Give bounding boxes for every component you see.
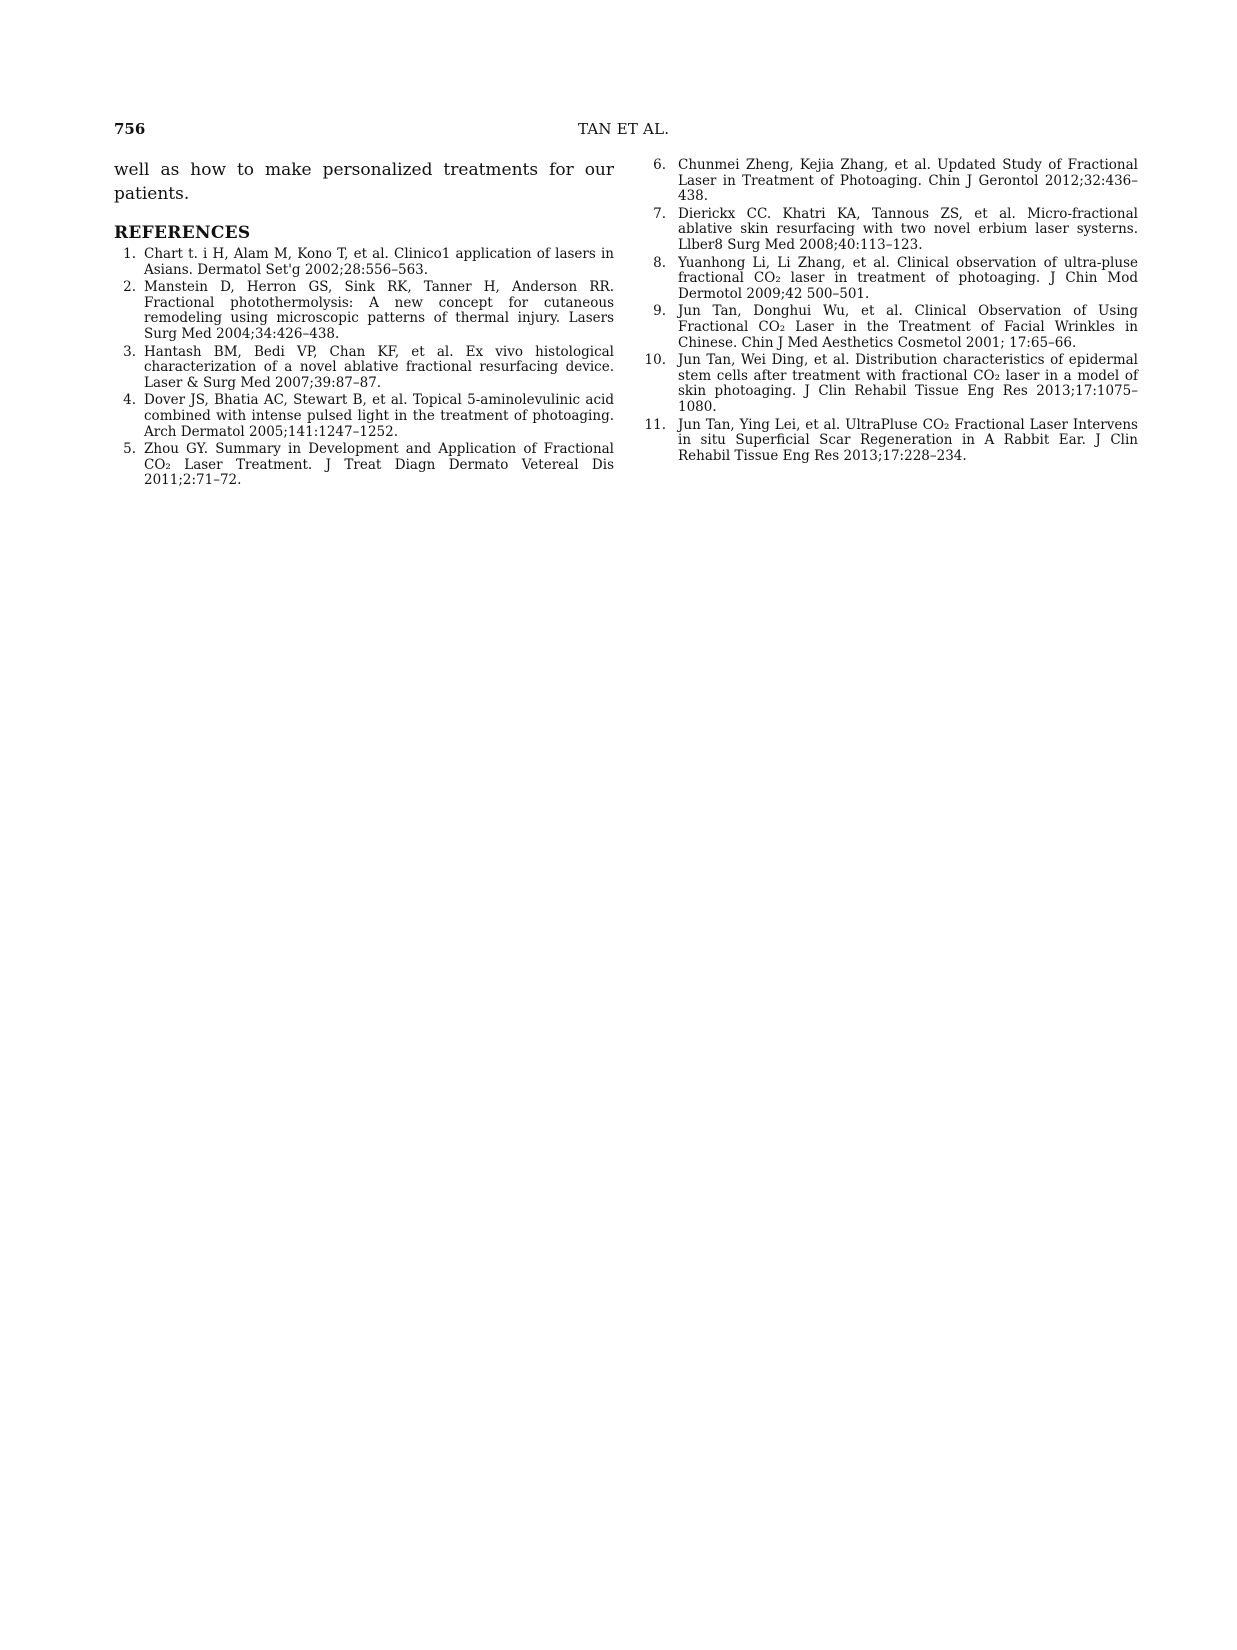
left-column	[114, 158, 614, 491]
body-paragraph: well as how to make personalized treatments for our patients.	[114, 160, 614, 204]
reference-number: 10.	[644, 352, 666, 369]
reference-text: Dierickx CC. Khatri KA, Tannous ZS, et al. Micro-fractional ablative skin resurfacing with two novel erbium laser systerns. Llber8 Surg Med 2008;40:113–123.	[678, 205, 1138, 253]
reference-list-left	[114, 247, 614, 489]
right-column	[646, 158, 1138, 466]
reference-item	[114, 247, 614, 278]
reference-text: Hantash BM, Bedi VP, Chan KF, et al. Ex vivo histological characterization of a novel ablative fractional resurfacing device. Laser & Surg Med 2007;39:87–87.	[144, 343, 614, 391]
reference-item	[646, 256, 1138, 303]
reference-item	[114, 393, 614, 440]
reference-number: 8.	[653, 254, 666, 271]
reference-number: 9.	[653, 303, 666, 320]
reference-text: Manstein D, Herron GS, Sink RK, Tanner H, Anderson RR. Fractional photothermolysis: A new concept for cutaneous remodeling using microscopic patterns of thermal injury. Lasers Surg Med 2004;34:426–438.	[144, 279, 614, 342]
reference-text: Chart t. i H, Alam M, Kono T, et al. Clinico1 application of lasers in Asians. Dermatol Set'g 2002;28:556–563.	[144, 246, 614, 278]
reference-list-right	[646, 158, 1138, 464]
reference-number: 1.	[123, 246, 136, 262]
reference-text: Yuanhong Li, Li Zhang, et al. Clinical observation of ultra-pluse fractional CO₂ laser in treatment of photoaging. J Chin Mod Dermotol 2009;42 500–501.	[678, 254, 1138, 302]
reference-item	[114, 345, 614, 392]
reference-number: 3.	[123, 343, 136, 360]
reference-item	[646, 158, 1138, 205]
reference-text: Jun Tan, Ying Lei, et al. UltraPluse CO₂ Fractional Laser Intervens in situ Superficial Scar Regeneration in A Rabbit Ear. J Clin Rehabil Tissue Eng Res 2013;17:228–234.	[678, 416, 1138, 464]
running-head: TAN ET AL.	[578, 120, 670, 138]
reference-item	[646, 353, 1138, 415]
reference-number: 4.	[123, 392, 136, 409]
reference-text: Jun Tan, Wei Ding, et al. Distribution characteristics of epidermal stem cells after treatment with fractional CO₂ laser in a model of skin photoaging. J Clin Rehabil Tissue Eng Res 2013;17:1075–1080.	[678, 352, 1138, 415]
reference-item	[646, 418, 1138, 465]
reference-text: Chunmei Zheng, Kejia Zhang, et al. Updated Study of Fractional Laser in Treatment of Photoaging. Chin J Gerontol 2012;32:436–438.	[678, 157, 1138, 205]
reference-text: Jun Tan, Donghui Wu, et al. Clinical Observation of Using Fractional CO₂ Laser in the Treatment of Facial Wrinkles in Chinese. Chin J Med Aesthetics Cosmetol 2001; 17:65–66.	[678, 303, 1138, 351]
reference-text: Zhou GY. Summary in Development and Application of Fractional CO₂ Laser Treatment. J Treat Diagn Dermato Vetereal Dis 2011;2:71–72.	[144, 441, 614, 489]
page-number: 756	[114, 120, 146, 138]
references-heading: REFERENCES	[114, 223, 251, 243]
reference-number: 2.	[123, 279, 136, 296]
reference-number: 6.	[653, 157, 666, 173]
reference-item	[114, 280, 614, 342]
reference-number: 11.	[644, 416, 666, 433]
reference-item	[646, 207, 1138, 254]
reference-number: 7.	[653, 205, 666, 222]
reference-item	[646, 304, 1138, 351]
reference-item	[114, 442, 614, 489]
reference-text: Dover JS, Bhatia AC, Stewart B, et al. Topical 5-aminolevulinic acid combined with intense pulsed light in the treatment of photoaging. Arch Dermatol 2005;141:1247–1252.	[144, 392, 614, 440]
reference-number: 5.	[123, 441, 136, 458]
